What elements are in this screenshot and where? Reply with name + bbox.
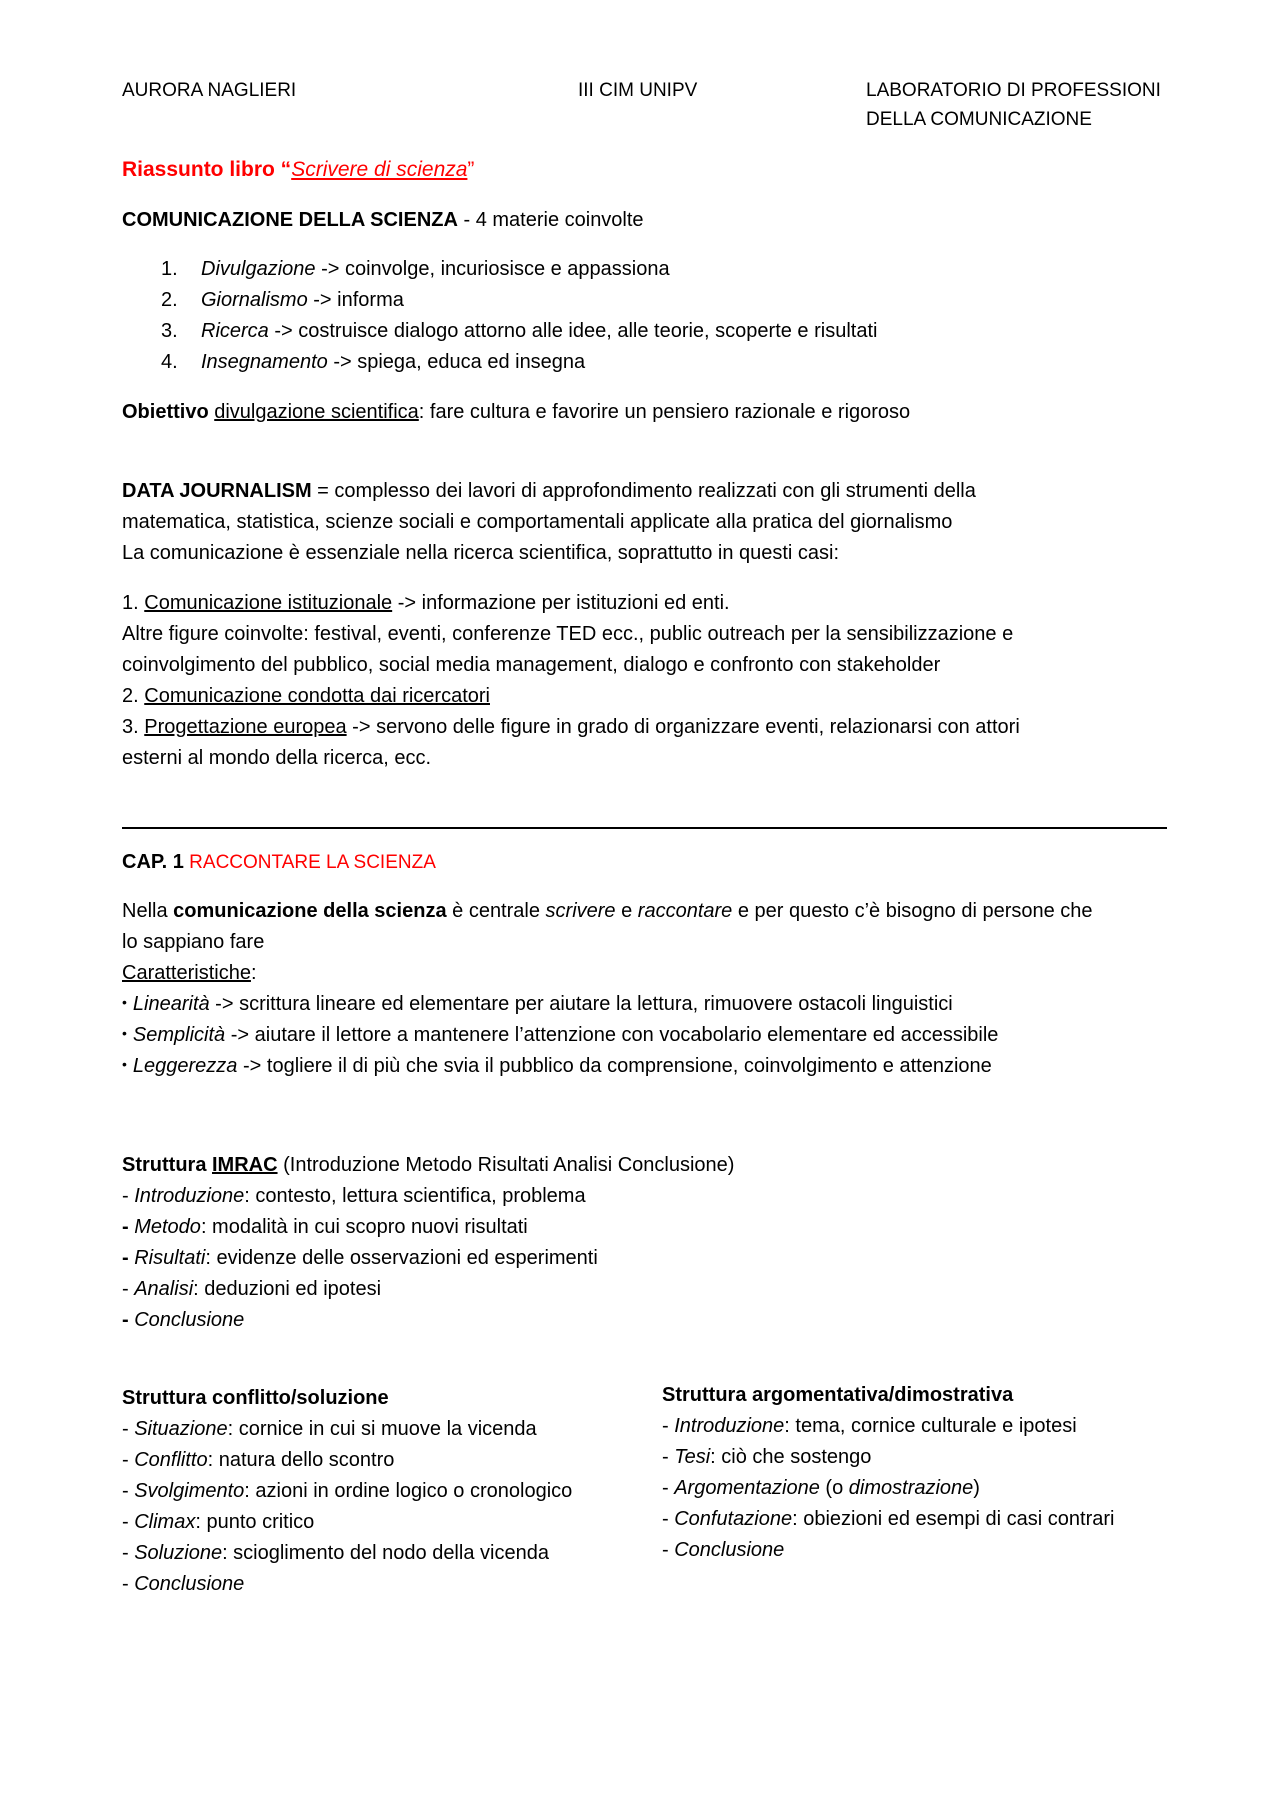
list-item-text: : obiezioni ed esempi di casi contrari bbox=[792, 1508, 1115, 1530]
header-lab-line2: DELLA COMUNICAZIONE bbox=[866, 109, 1092, 130]
list-item-close: ) bbox=[973, 1477, 980, 1499]
list-item bbox=[161, 319, 877, 343]
list-item-term: Giornalismo bbox=[201, 289, 308, 311]
title-book: Scrivere di scienza bbox=[291, 158, 468, 181]
case-1-rest: -> informazione per istituzioni ed enti. bbox=[392, 592, 730, 614]
data-journalism-line3: La comunicazione è essenziale nella ricerca scientifica, soprattutto in questi casi: bbox=[122, 542, 840, 564]
list-item bbox=[122, 1479, 572, 1503]
list-item-text: : contesto, lettura scientifica, problema bbox=[244, 1185, 586, 1207]
list-item-term: Climax bbox=[134, 1511, 196, 1533]
list-item-text: : tema, cornice culturale e ipotesi bbox=[784, 1415, 1077, 1437]
title-prefix: Riassunto libro “ bbox=[122, 158, 292, 181]
list-item bbox=[122, 1417, 537, 1441]
list-item-text: (o bbox=[819, 1477, 849, 1499]
conflict-heading: Struttura conflitto/soluzione bbox=[122, 1387, 389, 1409]
list-item-term: Situazione bbox=[134, 1418, 228, 1440]
list-item-text: : azioni in ordine logico o cronologico bbox=[244, 1480, 573, 1502]
list-item-number: 4. bbox=[161, 351, 178, 373]
list-item bbox=[122, 1215, 528, 1239]
list-item bbox=[161, 288, 404, 312]
case-3-rest: -> servono delle figure in grado di organizzare eventi, relazionarsi con attori bbox=[346, 716, 1020, 738]
list-item-term: Ricerca bbox=[201, 320, 269, 342]
list-item bbox=[122, 1246, 598, 1270]
chapter-heading bbox=[122, 850, 436, 875]
case-1-number: 1. bbox=[122, 592, 145, 614]
list-item-dash: - bbox=[662, 1508, 675, 1530]
list-item bbox=[122, 1054, 992, 1078]
list-item-dash: - bbox=[122, 1418, 135, 1440]
list-item-term: Introduzione bbox=[134, 1185, 245, 1207]
characteristics-colon: : bbox=[250, 962, 257, 984]
list-item-term: Insegnamento bbox=[201, 351, 328, 373]
list-item-text: : deduzioni ed ipotesi bbox=[193, 1278, 382, 1300]
list-item bbox=[122, 992, 953, 1016]
p1-d: scrivere bbox=[545, 900, 616, 922]
list-item-term: Svolgimento bbox=[134, 1480, 245, 1502]
list-item-dash: - bbox=[122, 1573, 135, 1595]
list-item-dash: - bbox=[122, 1480, 135, 1502]
data-journalism-label: DATA JOURNALISM bbox=[122, 480, 312, 502]
list-item-term: Tesi bbox=[674, 1446, 711, 1468]
header-author: AURORA NAGLIERI bbox=[122, 80, 297, 101]
list-item-term: Introduzione bbox=[674, 1415, 785, 1437]
p1-a: Nella bbox=[122, 900, 174, 922]
case-3-line bbox=[122, 715, 1020, 739]
list-item bbox=[662, 1507, 1114, 1531]
list-item-term: Conclusione bbox=[674, 1539, 785, 1561]
objective-label: Obiettivo bbox=[122, 401, 209, 423]
list-item-term: Conclusione bbox=[134, 1309, 245, 1331]
data-journalism-line2: matematica, statistica, scienze sociali e comportamentali applicate alla pratica del giornalismo bbox=[122, 511, 953, 533]
list-item bbox=[122, 1510, 314, 1534]
case-1-line3: coinvolgimento del pubblico, social media management, dialogo e confronto con stakeholder bbox=[122, 654, 941, 676]
title-suffix: ” bbox=[467, 158, 475, 181]
case-1-line bbox=[122, 591, 730, 615]
list-item bbox=[122, 1023, 998, 1047]
imrac-rest: (Introduzione Metodo Risultati Analisi Conclusione) bbox=[277, 1154, 735, 1176]
list-item-dash: - bbox=[122, 1247, 135, 1269]
list-item-text: : natura dello scontro bbox=[207, 1449, 395, 1471]
list-item-term: Leggerezza bbox=[132, 1055, 238, 1077]
list-item-text: -> togliere il di più che svia il pubblico da comprensione, coinvolgimento e attenzione bbox=[237, 1055, 992, 1077]
list-item bbox=[122, 1448, 394, 1472]
list-item-text: -> coinvolge, incuriosisce e appassiona bbox=[315, 258, 670, 280]
list-item bbox=[662, 1538, 784, 1562]
case-3-number: 3. bbox=[122, 716, 145, 738]
data-journalism-line1-rest: = complesso dei lavori di approfondimento realizzati con gli strumenti della bbox=[311, 480, 976, 502]
bullet-icon: • bbox=[122, 1025, 127, 1041]
list-item-text: : evidenze delle osservazioni ed esperimenti bbox=[205, 1247, 598, 1269]
list-item bbox=[662, 1476, 980, 1500]
comm-heading-rest: - 4 materie coinvolte bbox=[457, 209, 644, 231]
list-item-term: Risultati bbox=[134, 1247, 206, 1269]
list-item-dash: - bbox=[122, 1542, 135, 1564]
list-item-dash: - bbox=[122, 1185, 135, 1207]
list-item-term: Semplicità bbox=[132, 1024, 226, 1046]
p1-e: e bbox=[615, 900, 638, 922]
objective-rest: : fare cultura e favorire un pensiero razionale e rigoroso bbox=[418, 401, 911, 423]
list-item-text: : cornice in cui si muove la vicenda bbox=[227, 1418, 537, 1440]
list-item-term: Argomentazione bbox=[674, 1477, 820, 1499]
case-1-title: Comunicazione istituzionale bbox=[144, 592, 393, 614]
chapter-title: RACCONTARE LA SCIENZA bbox=[183, 852, 436, 873]
chapter-paragraph-line1 bbox=[122, 899, 1093, 923]
case-3-title: Progettazione europea bbox=[144, 716, 347, 738]
list-item-dash: - bbox=[662, 1446, 675, 1468]
list-item-dash: - bbox=[662, 1539, 675, 1561]
characteristics-label-line bbox=[122, 961, 257, 985]
chapter-paragraph-line2: lo sappiano fare bbox=[122, 931, 265, 953]
list-item-text: -> informa bbox=[307, 289, 404, 311]
list-item bbox=[122, 1541, 549, 1565]
list-item bbox=[122, 1572, 244, 1596]
list-item-text: -> costruisce dialogo attorno alle idee, alle teorie, scoperte e risultati bbox=[268, 320, 878, 342]
list-item-text: : punto critico bbox=[195, 1511, 315, 1533]
list-item-term: Metodo bbox=[134, 1216, 201, 1238]
list-item-text: -> aiutare il lettore a mantenere l’attenzione con vocabolario elementare ed accessibile bbox=[225, 1024, 999, 1046]
list-item-text: : scioglimento del nodo della vicenda bbox=[222, 1542, 549, 1564]
p1-f: raccontare bbox=[637, 900, 733, 922]
imrac-acronym: IMRAC bbox=[212, 1154, 278, 1176]
list-item-term: Analisi bbox=[134, 1278, 194, 1300]
p1-b: comunicazione della scienza bbox=[173, 900, 447, 922]
comm-heading: COMUNICAZIONE DELLA SCIENZA bbox=[122, 209, 458, 231]
p1-g: e per questo c’è bisogno di persone che bbox=[732, 900, 1093, 922]
case-1-line2: Altre figure coinvolte: festival, eventi, conferenze TED ecc., public outreach per la sensibilizzazione e bbox=[122, 623, 1014, 645]
list-item-number: 3. bbox=[161, 320, 178, 342]
imrac-label: Struttura bbox=[122, 1154, 212, 1176]
list-item-text: -> scrittura lineare ed elementare per aiutare la lettura, rimuovere ostacoli linguistici bbox=[209, 993, 953, 1015]
list-item-number: 2. bbox=[161, 289, 178, 311]
list-item-dash: - bbox=[122, 1278, 135, 1300]
comm-heading-line bbox=[122, 208, 644, 232]
list-item-dash: - bbox=[122, 1511, 135, 1533]
bullet-icon: • bbox=[122, 1056, 127, 1072]
data-journalism-line1 bbox=[122, 479, 976, 503]
list-item-term: Conflitto bbox=[134, 1449, 208, 1471]
list-item-term: Confutazione bbox=[674, 1508, 793, 1530]
p1-c: è centrale bbox=[446, 900, 546, 922]
list-item-term: Soluzione bbox=[134, 1542, 223, 1564]
list-item-dash: - bbox=[122, 1449, 135, 1471]
list-item-dash: - bbox=[122, 1216, 135, 1238]
section-divider bbox=[122, 827, 1167, 829]
objective-underlined: divulgazione scientifica bbox=[214, 401, 419, 423]
imrac-heading bbox=[122, 1153, 734, 1177]
case-3-line2: esterni al mondo della ricerca, ecc. bbox=[122, 747, 432, 769]
list-item-text: : ciò che sostengo bbox=[710, 1446, 872, 1468]
list-item-dash: - bbox=[662, 1477, 675, 1499]
case-2-line bbox=[122, 684, 490, 708]
list-item bbox=[122, 1277, 381, 1301]
list-item-term-extra: dimostrazione bbox=[848, 1477, 974, 1499]
header-lab-line1: LABORATORIO DI PROFESSIONI bbox=[866, 80, 1161, 101]
list-item bbox=[662, 1414, 1077, 1438]
case-2-title: Comunicazione condotta dai ricercatori bbox=[144, 685, 490, 707]
case-2-number: 2. bbox=[122, 685, 145, 707]
objective-line bbox=[122, 400, 910, 424]
list-item-term: Linearità bbox=[132, 993, 210, 1015]
list-item bbox=[662, 1445, 871, 1469]
chapter-label: CAP. 1 bbox=[122, 851, 184, 873]
list-item bbox=[161, 257, 670, 281]
list-item-dash: - bbox=[662, 1415, 675, 1437]
argument-heading: Struttura argomentativa/dimostrativa bbox=[662, 1384, 1014, 1406]
list-item-text: -> spiega, educa ed insegna bbox=[327, 351, 586, 373]
list-item-term: Divulgazione bbox=[201, 258, 316, 280]
list-item-number: 1. bbox=[161, 258, 178, 280]
list-item bbox=[122, 1308, 244, 1332]
bullet-icon: • bbox=[122, 994, 127, 1010]
list-item-text: : modalità in cui scopro nuovi risultati bbox=[200, 1216, 528, 1238]
header-course: III CIM UNIPV bbox=[578, 80, 698, 101]
document-title bbox=[122, 157, 474, 182]
list-item-dash: - bbox=[122, 1309, 135, 1331]
list-item bbox=[122, 1184, 586, 1208]
list-item-term: Conclusione bbox=[134, 1573, 245, 1595]
list-item bbox=[161, 350, 585, 374]
characteristics-label: Caratteristiche bbox=[122, 962, 251, 984]
